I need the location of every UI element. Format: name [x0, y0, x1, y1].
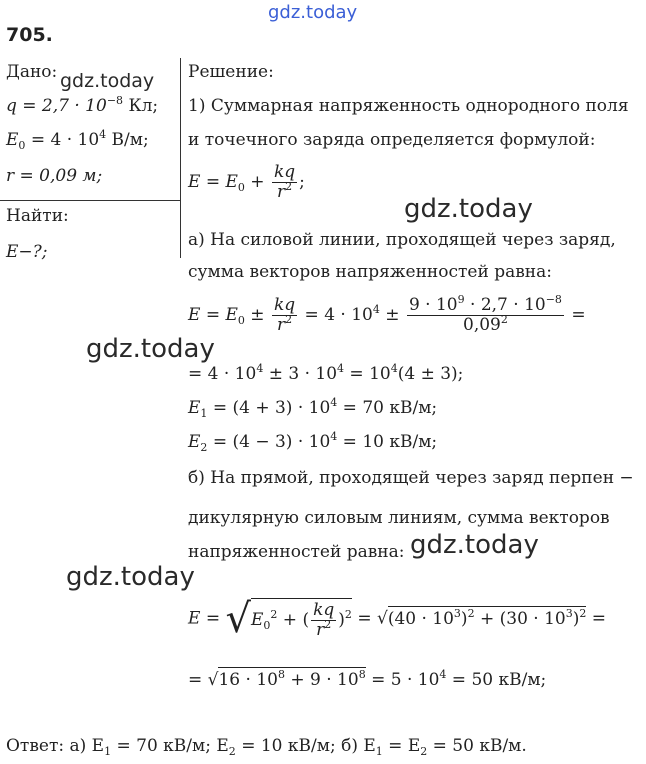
answer: Ответ: а) $E_1 = 70$ кВ/м; $E_2 = 10$ кВ/м; б) $E_1 = E_2 = 50$ кВ/м.	[6, 736, 527, 758]
find-title: Найти:	[6, 206, 69, 226]
problem-number: 705.	[6, 24, 53, 46]
solution-p1b: и точечного заряда определяется формулой:	[188, 130, 596, 150]
given-title: Дано:	[6, 62, 58, 82]
watermark-given: gdz.today	[60, 70, 155, 92]
formula-b: $E = √E_0^2$ + ( $\frac{kq}{r^2}$ )$^2 = √(40 \cdot 10^3)^2 + (30 \cdot 10^3)^2$ =	[188, 596, 607, 642]
solution-p1a: 1) Суммарная напряженность однородного поля	[188, 96, 629, 116]
formula-e2: $E_2 = (4 - 3) \cdot 10^4 = 10$ кВ/м;	[188, 430, 438, 454]
formula-a-2: = $4 \cdot 10^4 \pm 3 \cdot 10^4 = 10^4(4 \pm 3)$;	[188, 362, 464, 384]
formula-main: $E = E_0$ + $\frac{kq}{r^2}$ ;	[188, 162, 305, 202]
formula-e1: $E_1 = (4 + 3) \cdot 10^4 = 70$ кВ/м;	[188, 396, 438, 420]
solution-pb1: б) На прямой, проходящей через заряд перпен −	[188, 468, 634, 488]
watermark-pb: gdz.today	[410, 530, 539, 560]
solution-pb2: дикулярную силовым линиям, сумма векторов	[188, 508, 610, 528]
watermark-mid-right: gdz.today	[404, 194, 533, 224]
solution-pa1: а) На силовой линии, проходящей через заряд,	[188, 230, 616, 250]
find-item: E−?;	[6, 242, 48, 262]
given-q: $q = 2,7 \cdot 10^{-8}$ Кл;	[6, 94, 159, 116]
divider-vertical	[180, 58, 181, 258]
formula-a: $E = E_0$ ± $\frac{kq}{r^2}$ = $4 \cdot 10^4$ ± $\frac{9 \cdot 10^9 \cdot 2,7 \cdot 10^{-8}}{0,09^2}$ =	[188, 293, 586, 335]
solution-pb3: напряженностей равна:	[188, 542, 405, 562]
watermark-left-mid: gdz.today	[86, 334, 215, 364]
watermark-left-low: gdz.today	[66, 562, 195, 592]
divider-horizontal	[0, 200, 180, 201]
given-r: r = 0,09 м;	[6, 166, 103, 186]
solution-pa2: сумма векторов напряженностей равна:	[188, 262, 552, 282]
given-e0: $E_0 = 4 \cdot 10^4$ В/м;	[6, 128, 149, 152]
watermark-top: gdz.today	[268, 2, 358, 23]
formula-b-2: = $√16 \cdot 10^8 + 9 \cdot 10^8 = 5 \cdot 10^4 = 50$ кВ/м;	[188, 668, 547, 690]
solution-title: Решение:	[188, 62, 274, 82]
